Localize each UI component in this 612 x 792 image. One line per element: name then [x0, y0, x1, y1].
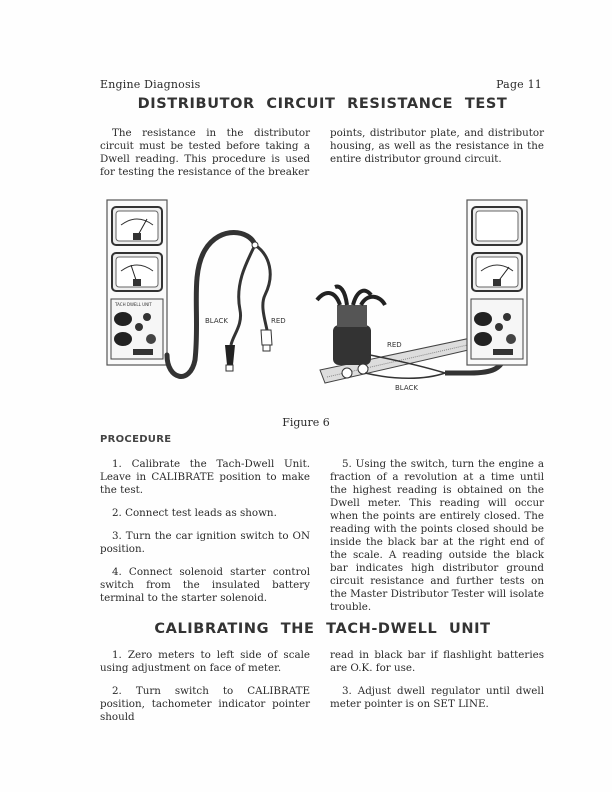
intro-text-right: points, distributor plate, and distributor housing, as well as the resistance in the entire distributor ground circuit.	[330, 127, 544, 165]
distributor-icon	[317, 287, 490, 383]
lead-label-red: RED	[271, 317, 286, 325]
lead-label-black: BLACK	[205, 317, 229, 325]
intro-paragraph-right	[330, 127, 544, 176]
calibration-step-3: 3. Adjust dwell regulator until dwell meter pointer is on SET LINE.	[330, 685, 544, 710]
calibration-steps-left	[100, 649, 310, 734]
lead-label-red-right: RED	[387, 341, 402, 349]
procedure-steps-right	[330, 458, 544, 624]
page-number: Page 11	[496, 78, 542, 91]
procedure-steps-left	[100, 458, 310, 615]
figure-6-illustration	[95, 195, 555, 405]
procedure-heading: PROCEDURE	[100, 434, 172, 445]
lead-label-black-right: BLACK	[395, 384, 419, 392]
figure-caption: Figure 6	[282, 416, 330, 429]
calibration-step-1: 1. Zero meters to left side of scale using adjustment on face of meter.	[100, 649, 310, 674]
tach-dwell-meter-icon-right	[467, 200, 527, 365]
intro-paragraph-left	[100, 127, 310, 189]
calibration-steps-right	[330, 649, 544, 721]
section-title-calibrating: CALIBRATING THE TACH-DWELL UNIT	[154, 621, 491, 637]
calibration-step-2-part2: read in black bar if flashlight batteries are O.K. for use.	[330, 649, 544, 674]
section-title-distributor-test: DISTRIBUTOR CIRCUIT RESISTANCE TEST	[137, 96, 508, 112]
procedure-step-4: 4. Connect solenoid starter control switch from the insulated battery terminal to the starter solenoid.	[100, 566, 310, 604]
procedure-step-1: 1. Calibrate the Tach-Dwell Unit. Leave in CALIBRATE position to make the test.	[100, 458, 310, 496]
procedure-step-5: 5. Using the switch, turn the engine a fraction of a revolution at a time until the highest reading is obtained on the Dwell meter. This reading will occur when the points are entirely closed. The reading with the points closed should be inside the black bar at the right end of the scale. A reading outside the black bar indicates high distributor ground circuit resistance and further tests on the Master Distributor Tester will isolate trouble.	[330, 458, 544, 613]
procedure-step-3: 3. Turn the car ignition switch to ON position.	[100, 530, 310, 555]
tach-dwell-meter-icon	[107, 200, 167, 365]
test-lead-clip-icon	[225, 330, 272, 371]
calibration-step-2-part1: 2. Turn switch to CALIBRATE position, tachometer indicator pointer should	[100, 685, 310, 723]
intro-text-left: The resistance in the distributor circuit must be tested before taking a Dwell reading. This procedure is used for testing the resistance of the breaker	[100, 127, 310, 178]
panel-label: TACH DWELL UNIT	[115, 302, 152, 307]
running-header-section: Engine Diagnosis	[100, 78, 201, 91]
procedure-step-2: 2. Connect test leads as shown.	[112, 507, 277, 519]
